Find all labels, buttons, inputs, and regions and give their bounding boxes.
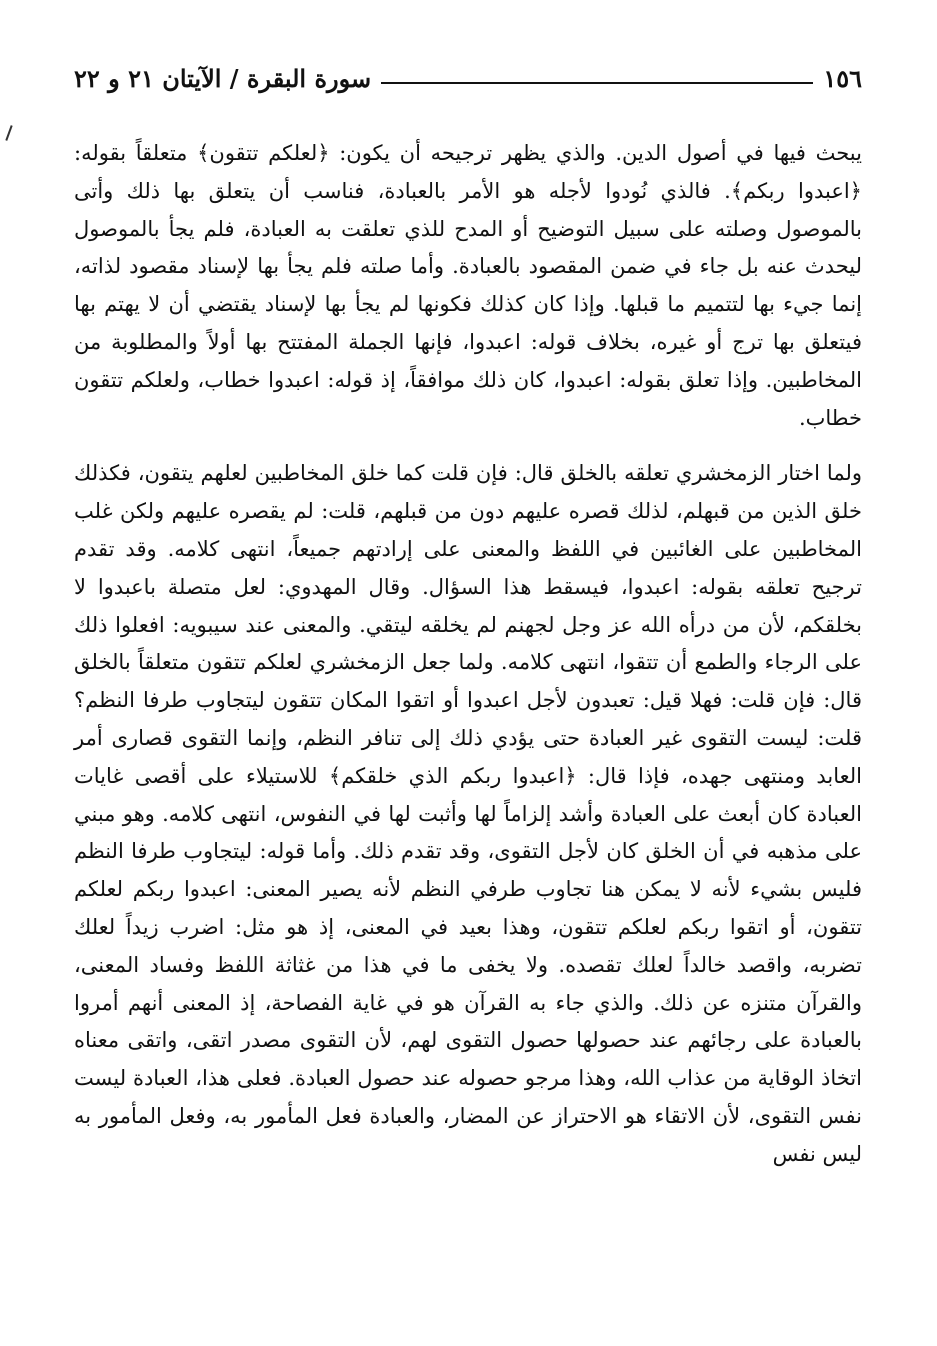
running-title: سورة البقرة / الآيتان ٢١ و ٢٢: [74, 63, 372, 93]
header-rule: [381, 82, 813, 84]
page-number: ١٥٦: [823, 63, 862, 93]
scan-edge-mark: [5, 125, 12, 141]
page-header: [74, 58, 862, 98]
paragraph: يبحث فيها في أصول الدين. والذي يظهر ترجيحه أن يكون: ﴿لعلكم تتقون﴾ متعلقاً بقوله: ﴿اعبدوا ربكم﴾. فالذي نُودوا لأجله هو الأمر بالعبادة، فناسب أن يتعلق بها ذلك وأتى بالموصول وصلته على سبيل التوضيح أو المدح للذي تعلقت به العبادة، فلم يجأ بالموصول ليحدث عنه بل جاء في ضمن المقصود بالعبادة. وأما صلته فلم يجأ بها لإسناد مقصود لذاته، إنما جيء بها لتتميم ما قبلها. وإذا كان كذلك فكونها لم يجأ بها لإسناد يقتضي أن لا يهتم بها فيتعلق بها ترج أو غيره، بخلاف قوله: اعبدوا، فإنها الجملة المفتتح بها أولاً والمطلوبة من المخاطبين. وإذا تعلق بقوله: اعبدوا، كان ذلك موافقاً، إذ قوله: اعبدوا خطاب، ولعلكم تتقون خطاب.: [74, 141, 862, 430]
paragraph: ولما اختار الزمخشري تعلقه بالخلق قال: فإن قلت كما خلق المخاطبين لعلهم يتقون، فكذلك خلق الذين من قبهلم، لذلك قصره عليهم دون من قبلهم، قلت: لم يقصره عليهم ولكن غلب المخاطبين على الغائبين في اللفظ والمعنى على إرادتهم جميعاً، انتهى كلامه. وقد تقدم ترجيح تعلقه بقوله: اعبدوا، فيسقط هذا السؤال. وقال المهدوي: لعل متصلة باعبدوا لا بخلقكم، لأن من درأه الله عز وجل لجهنم لم يخلقه ليتقي. والمعنى عند سيبويه: افعلوا ذلك على الرجاء والطمع أن تتقوا، انتهى كلامه. ولما جعل الزمخشري لعلكم تتقون متعلقاً بالخلق قال: فإن قلت: فهلا قيل: تعبدون لأجل اعبدوا أو اتقوا المكان تتقون ليتجاوب طرفا النظم؟ قلت: ليست التقوى غير العبادة حتى يؤدي ذلك إلى تنافر النظم، وإنما التقوى قصارى أمر العابد ومنتهى جهده، فإذا قال: ﴿اعبدوا ربكم الذي خلقكم﴾ للاستيلاء على أقصى غايات العبادة كان أبعث على العبادة وأشد إلزاماً لها وأثبت لها في النفوس، انتهى كلامه. وهو مبني على مذهبه في أن الخلق كان لأجل التقوى، وقد تقدم ذلك. وأما قوله: ليتجاوب طرفا النظم فليس بشيء لأنه لا يمكن هنا تجاوب طرفي النظم لأنه يصير المعنى: اعبدوا ربكم لعلكم تتقون، أو اتقوا ربكم لعلكم تتقون، وهذا بعيد في المعنى، إذ هو مثل: اضرب زيداً لعلك تضربه، واقصد خالداً لعلك تقصده. ولا يخفى ما في هذا من غثاثة اللفظ وفساد المعنى، والقرآن متنزه عن ذلك. والذي جاء به القرآن هو في غاية الفصاحة، إذ المعنى أنهم أمروا بالعبادة على رجائهم عند حصولها حصول التقوى لهم، لأن التقوى مصدر اتقى، واتقى معناه اتخاذ الوقاية من عذاب الله، وهذا مرجو حصوله عند حصول العبادة. فعلى هذا، العبادة ليست نفس التقوى، لأن الاتقاء هو الاحتراز عن المضار، والعبادة فعل المأمور به، وفعل المأمور به ليس نفس: [74, 461, 862, 1166]
body-text: [74, 135, 862, 1174]
